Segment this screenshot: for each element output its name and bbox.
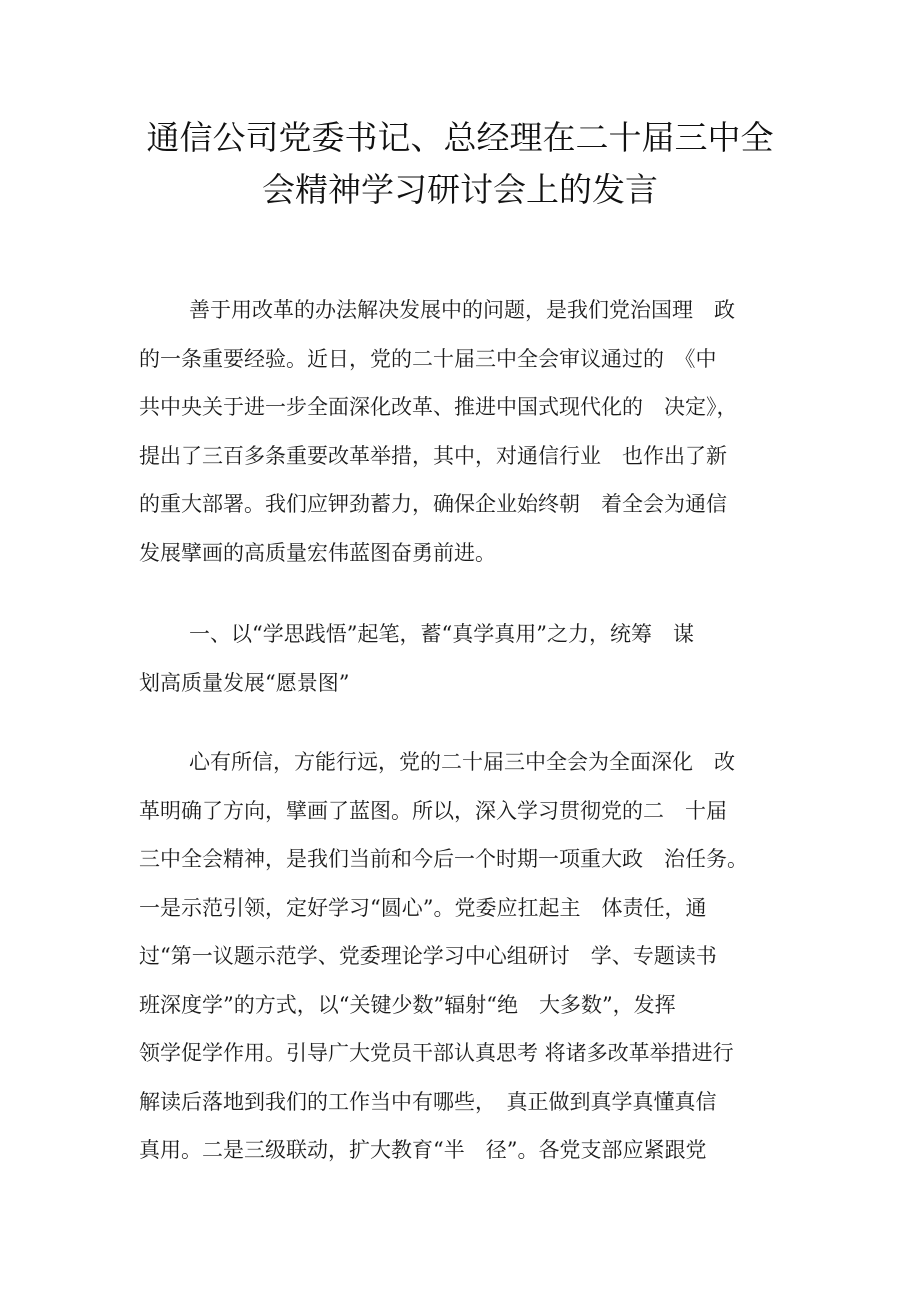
paragraph-line: 革明确了方向，擘画了蓝图。所以，深入学习贯彻党的二 十届 (139, 798, 727, 823)
paragraph-line: 共中央关于进一步全面深化改革、推进中国式现代化的 决定》， (139, 395, 738, 419)
paragraph-line: 划高质量发展“愿景图” (139, 670, 350, 695)
section-heading-1 (139, 610, 789, 707)
paragraph-line: 一、以“学思践悟”起笔，蓄“真学真用”之力，统筹 谋 (189, 622, 694, 646)
paragraph-line: 领学促学作用。引导广大党员干部认真思考 将诸多改革举措进行 (139, 1041, 734, 1065)
paragraph-line: 班深度学”的方式，以“关键少数”辐射“绝 大多数”，发挥 (139, 992, 676, 1017)
paragraph-line: 真用。二是三级联动，扩大教育“半 径”。各党支部应紧跟党 (139, 1138, 707, 1162)
paragraph-line: 的一条重要经验。近日，党的二十届三中全会审议通过的 《中 (139, 346, 717, 371)
paragraph-line: 发展擘画的高质量宏伟蓝图奋勇前进。 (139, 540, 496, 565)
paragraph-intro (139, 286, 789, 577)
paragraph-line: 的重大部署。我们应钾劲蓄力，确保企业始终朝 着全会为通信 (139, 492, 727, 516)
title-line: 通信公司党委书记、总经理在二十届三中全 (146, 118, 774, 157)
title-line: 会精神学习研讨会上的发言 (262, 170, 658, 209)
paragraph-line: 善于用改革的办法解决发展中的问题，是我们党治国理 政 (189, 298, 735, 322)
paragraph-line: 解读后落地到我们的工作当中有哪些， 真正做到真学真懂真信 (139, 1089, 717, 1114)
paragraph-line: 心有所信，方能行远，党的二十届三中全会为全面深化 改 (189, 750, 735, 774)
paragraph-body (139, 738, 789, 1175)
paragraph-line: 一是示范引领，定好学习“圆心”。党委应扛起主 体责任，通 (139, 895, 707, 920)
document-title (120, 112, 800, 216)
paragraph-line: 过“第一议题示范学、党委理论学习中心组研讨 学、专题读书 (139, 944, 717, 968)
paragraph-line: 提出了三百多条重要改革举措，其中，对通信行业 也作出了新 (139, 443, 727, 468)
paragraph-line: 三中全会精神，是我们当前和今后一个时期一项重大政 治任务。 (139, 847, 748, 871)
